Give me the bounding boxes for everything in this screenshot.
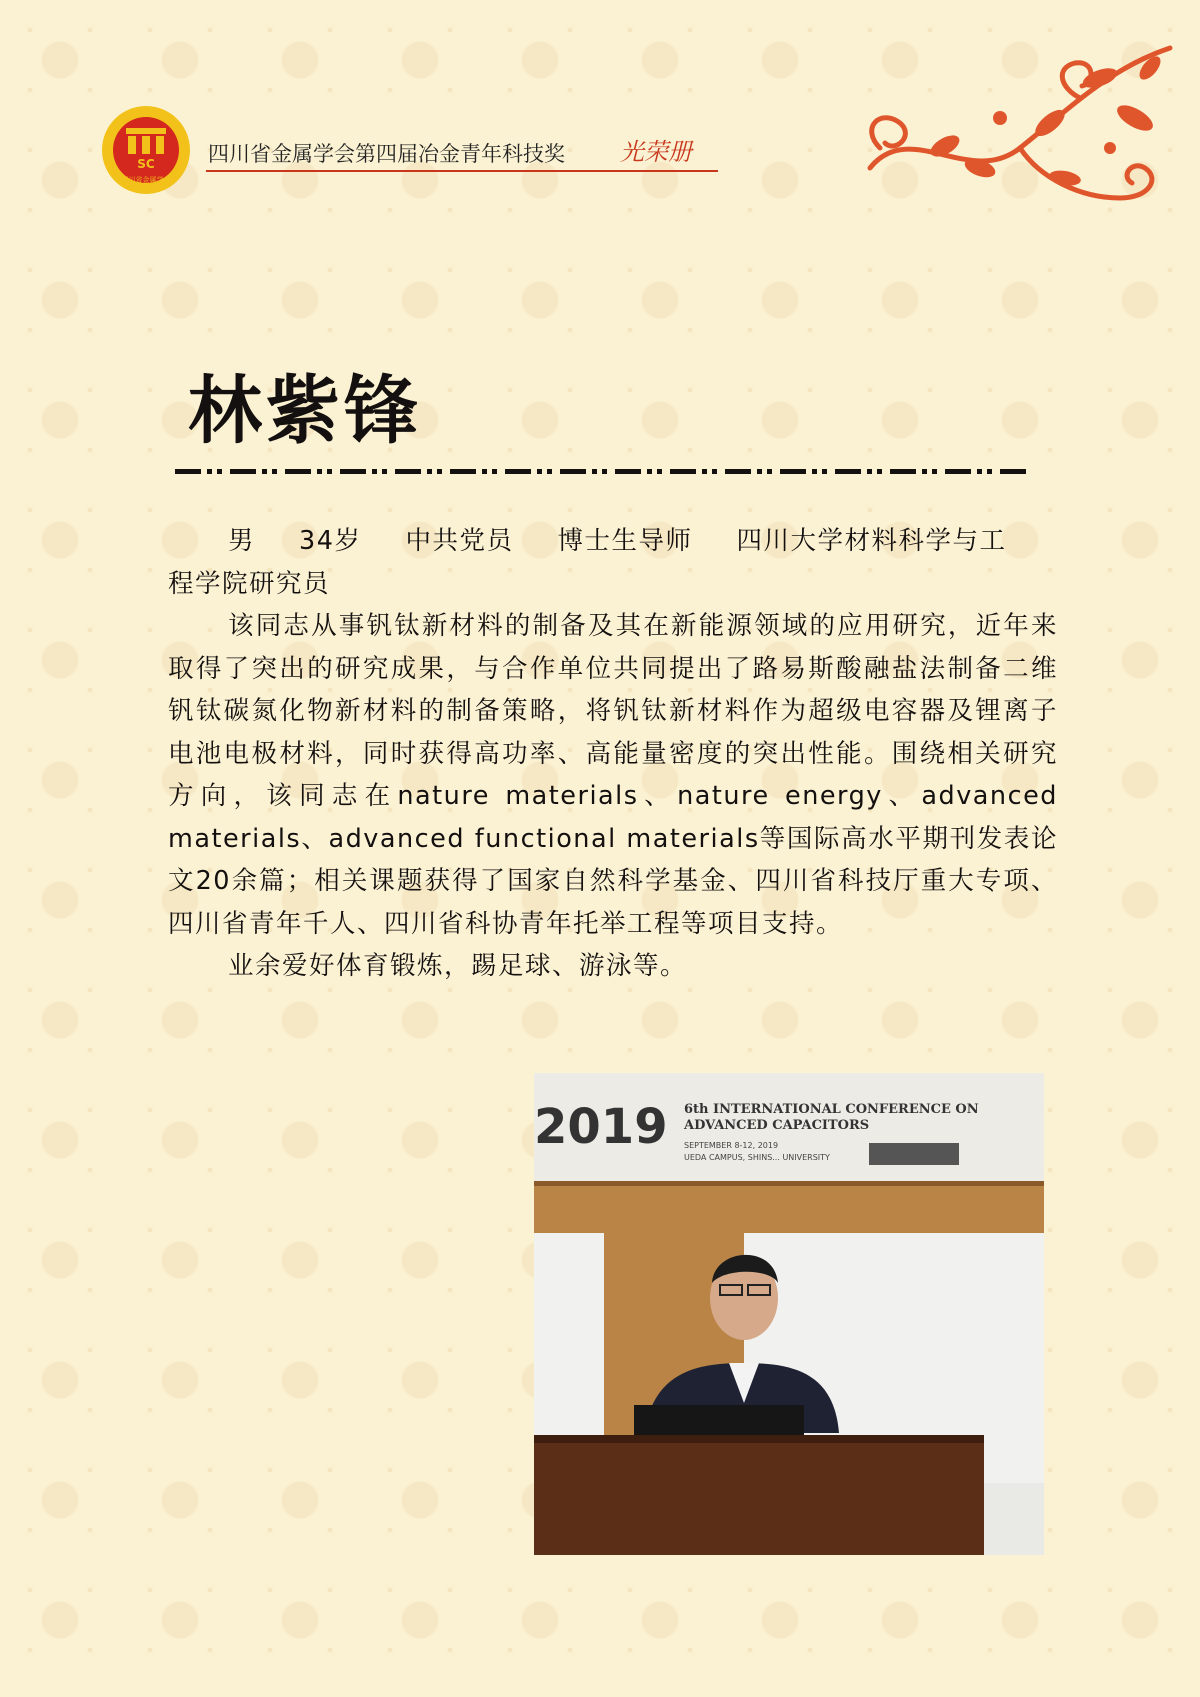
conference-photo <box>534 1073 1044 1555</box>
header-underline <box>206 170 718 172</box>
hobby-paragraph: 业余爱好体育锻炼，踢足球、游泳等。 <box>228 951 688 981</box>
society-logo <box>100 104 192 196</box>
banner-line4: UEDA CAMPUS, SHINS... UNIVERSITY <box>684 1153 830 1162</box>
role: 博士生导师 <box>557 526 693 556</box>
dashed-divider <box>175 466 1035 476</box>
banner-line3: SEPTEMBER 8-12, 2019 <box>684 1141 779 1150</box>
affiliation-line1: 四川大学材料科学与工 <box>736 526 1007 556</box>
research-paragraph: 该同志从事钒钛新材料的制备及其在新能源领域的应用研究，近年来取得了突出的研究成果，与合作单位共同提出了路易斯酸融盐法制备二维钒钛碳氮化物新材料的制备策略，将钒钛新材料作为超级电容器及锂离子电池电极材料，同时获得高功率、高能量密度的突出性能。围绕相关研究方向，该同志在nature materials、nature energy、advanced materials、advanced functional materials等国际高水平期刊发表论文20余篇；相关课题获得了国家自然科学基金、四川省科技厅重大专项、四川省青年千人、四川省科协青年托举工程等项目支持。 <box>168 611 1058 939</box>
gender: 男 <box>228 526 256 556</box>
banner-year: 2019 <box>534 1099 668 1155</box>
conference-photo-illustration <box>534 1073 1044 1555</box>
logo-letters: SC <box>137 157 155 171</box>
header-title: 四川省金属学会第四届冶金青年科技奖 <box>208 142 565 166</box>
profile-meta-row <box>168 520 1058 563</box>
header-honor: 光荣册 <box>620 138 692 166</box>
floral-ornament <box>850 28 1180 228</box>
logo-caption: 四川省金属学会 <box>121 176 171 184</box>
party: 中共党员 <box>405 526 514 556</box>
affiliation-line2: 程学院研究员 <box>168 568 331 599</box>
profile-body <box>168 520 1058 988</box>
age: 34岁 <box>299 526 362 556</box>
banner-line2: ADVANCED CAPACITORS <box>684 1118 870 1133</box>
banner-line1: 6th INTERNATIONAL CONFERENCE ON <box>684 1102 979 1117</box>
person-name: 林紫锋 <box>188 368 422 454</box>
header <box>100 104 720 182</box>
